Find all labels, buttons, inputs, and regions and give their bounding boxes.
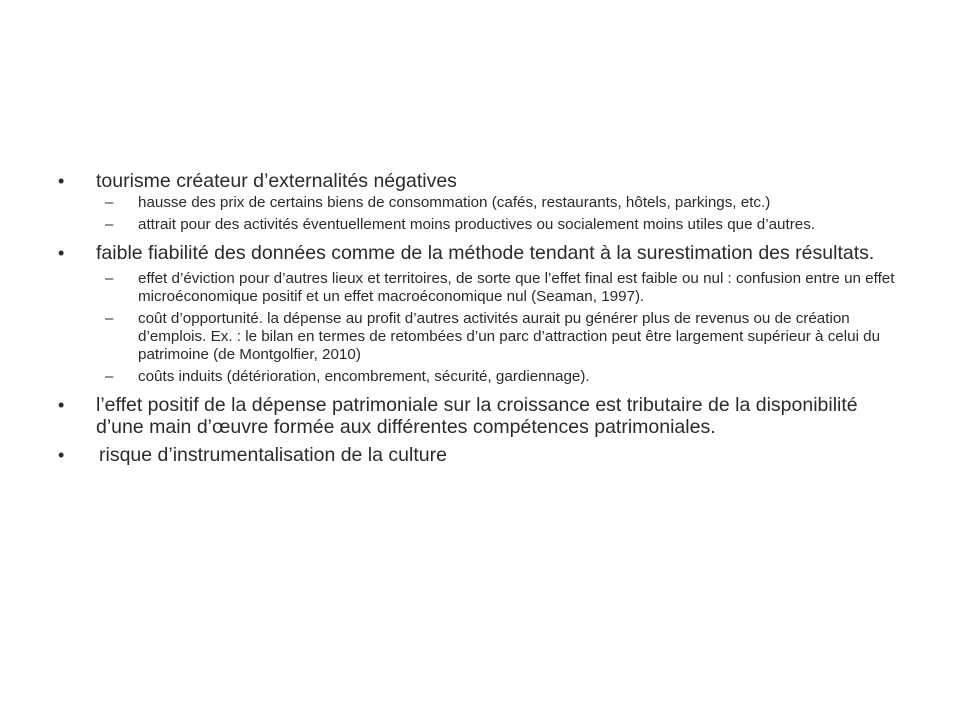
dash-icon: –	[105, 310, 114, 327]
sub-item	[58, 368, 908, 386]
dash-icon: –	[105, 270, 114, 287]
sub-item-text: coûts induits (détérioration, encombrement, sécurité, gardiennage).	[138, 368, 590, 385]
sub-item	[58, 270, 908, 306]
sub-item	[58, 216, 908, 234]
sub-item-text: hausse des prix de certains biens de consommation (cafés, restaurants, hôtels, parkings, etc.)	[138, 194, 771, 211]
sub-item-text: coût d’opportunité. la dépense au profit d’autres activités aurait pu générer plus de revenus ou de création d’emplois. Ex. : le bilan en termes de retombées d’un parc d’attraction peut être largement supérieur à celui du patrimoine (de Montgolfier, 2010)	[138, 310, 881, 363]
bullet-item-instrumentalisation	[58, 444, 908, 466]
bullet-text: l’effet positif de la dépense patrimoniale sur la croissance est tributaire de la disponibilité d’une main d’œuvre formée aux différentes compétences patrimoniales.	[96, 394, 858, 438]
slide-body	[58, 170, 908, 472]
bullet-item-reliability	[58, 242, 908, 264]
bullet-icon: •	[58, 445, 65, 465]
sub-item-text: attrait pour des activités éventuellement moins productives ou socialement moins utiles que d’autres.	[138, 216, 816, 233]
bullet-icon: •	[58, 171, 65, 191]
sub-item-text: effet d’éviction pour d’autres lieux et territoires, de sorte que l’effet final est faible ou nul : confusion entre un effet microéconomique positif et un effet macroéconomique nul (Seaman, 1997).	[138, 270, 895, 305]
bullet-icon: •	[58, 243, 65, 263]
bullet-text: risque d’instrumentalisation de la culture	[99, 444, 447, 466]
bullet-item-tourism	[58, 170, 908, 192]
sub-item	[58, 310, 908, 364]
bullet-item-workforce	[58, 394, 908, 438]
bullet-text: tourisme créateur d’externalités négatives	[96, 170, 457, 192]
bullet-icon: •	[58, 395, 65, 415]
bullet-text: faible fiabilité des données comme de la méthode tendant à la surestimation des résultats.	[96, 242, 875, 264]
dash-icon: –	[105, 368, 114, 385]
sub-item	[58, 194, 908, 212]
dash-icon: –	[105, 216, 114, 233]
dash-icon: –	[105, 194, 114, 211]
